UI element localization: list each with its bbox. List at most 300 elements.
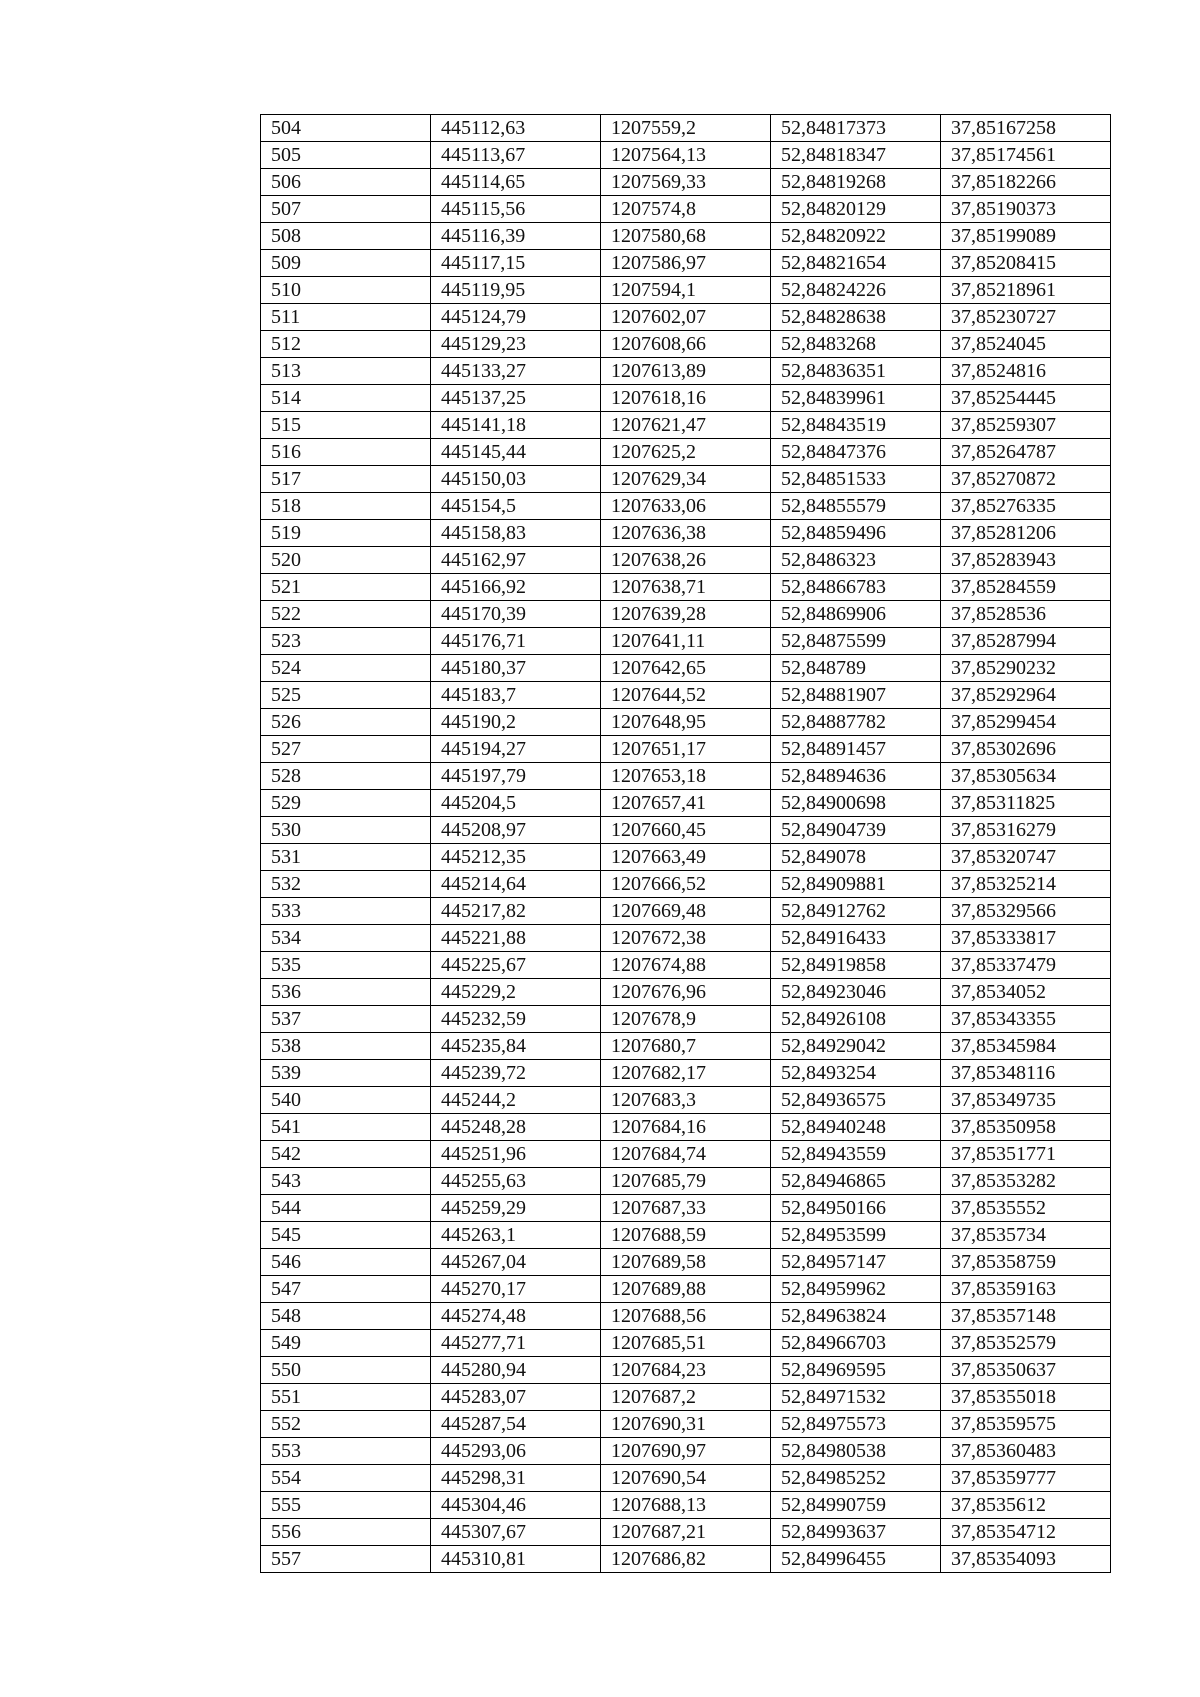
x-coordinate-cell: 445221,88 <box>431 925 601 952</box>
y-coordinate-cell: 1207653,18 <box>601 763 771 790</box>
longitude-cell: 37,85360483 <box>941 1438 1111 1465</box>
x-coordinate-cell: 445204,5 <box>431 790 601 817</box>
latitude-cell: 52,84819268 <box>771 169 941 196</box>
table-row <box>261 1006 1111 1033</box>
longitude-cell: 37,85174561 <box>941 142 1111 169</box>
table-row <box>261 520 1111 547</box>
latitude-cell: 52,84929042 <box>771 1033 941 1060</box>
table-row <box>261 1492 1111 1519</box>
point-number-cell: 550 <box>261 1357 431 1384</box>
y-coordinate-cell: 1207687,2 <box>601 1384 771 1411</box>
y-coordinate-cell: 1207574,8 <box>601 196 771 223</box>
longitude-cell: 37,8535552 <box>941 1195 1111 1222</box>
latitude-cell: 52,84859496 <box>771 520 941 547</box>
longitude-cell: 37,85350637 <box>941 1357 1111 1384</box>
y-coordinate-cell: 1207644,52 <box>601 682 771 709</box>
y-coordinate-cell: 1207657,41 <box>601 790 771 817</box>
x-coordinate-cell: 445170,39 <box>431 601 601 628</box>
longitude-cell: 37,85283943 <box>941 547 1111 574</box>
point-number-cell: 526 <box>261 709 431 736</box>
point-number-cell: 540 <box>261 1087 431 1114</box>
latitude-cell: 52,84909881 <box>771 871 941 898</box>
point-number-cell: 548 <box>261 1303 431 1330</box>
latitude-cell: 52,84824226 <box>771 277 941 304</box>
point-number-cell: 523 <box>261 628 431 655</box>
table-row <box>261 304 1111 331</box>
point-number-cell: 530 <box>261 817 431 844</box>
longitude-cell: 37,85349735 <box>941 1087 1111 1114</box>
point-number-cell: 511 <box>261 304 431 331</box>
latitude-cell: 52,84926108 <box>771 1006 941 1033</box>
x-coordinate-cell: 445194,27 <box>431 736 601 763</box>
coordinates-table <box>260 114 1111 1573</box>
table-row <box>261 1195 1111 1222</box>
longitude-cell: 37,85355018 <box>941 1384 1111 1411</box>
point-number-cell: 504 <box>261 115 431 142</box>
table-row <box>261 790 1111 817</box>
latitude-cell: 52,84869906 <box>771 601 941 628</box>
point-number-cell: 542 <box>261 1141 431 1168</box>
longitude-cell: 37,85358759 <box>941 1249 1111 1276</box>
latitude-cell: 52,84817373 <box>771 115 941 142</box>
x-coordinate-cell: 445263,1 <box>431 1222 601 1249</box>
y-coordinate-cell: 1207559,2 <box>601 115 771 142</box>
latitude-cell: 52,84839961 <box>771 385 941 412</box>
table-row <box>261 1222 1111 1249</box>
x-coordinate-cell: 445183,7 <box>431 682 601 709</box>
latitude-cell: 52,84818347 <box>771 142 941 169</box>
longitude-cell: 37,8524816 <box>941 358 1111 385</box>
table-row <box>261 628 1111 655</box>
longitude-cell: 37,85299454 <box>941 709 1111 736</box>
table-row <box>261 1249 1111 1276</box>
latitude-cell: 52,84969595 <box>771 1357 941 1384</box>
y-coordinate-cell: 1207660,45 <box>601 817 771 844</box>
y-coordinate-cell: 1207638,26 <box>601 547 771 574</box>
x-coordinate-cell: 445304,46 <box>431 1492 601 1519</box>
table-row <box>261 1033 1111 1060</box>
point-number-cell: 506 <box>261 169 431 196</box>
table-row <box>261 601 1111 628</box>
longitude-cell: 37,85350958 <box>941 1114 1111 1141</box>
longitude-cell: 37,85354093 <box>941 1546 1111 1573</box>
point-number-cell: 520 <box>261 547 431 574</box>
y-coordinate-cell: 1207641,11 <box>601 628 771 655</box>
y-coordinate-cell: 1207608,66 <box>601 331 771 358</box>
y-coordinate-cell: 1207684,16 <box>601 1114 771 1141</box>
latitude-cell: 52,84990759 <box>771 1492 941 1519</box>
point-number-cell: 541 <box>261 1114 431 1141</box>
latitude-cell: 52,84851533 <box>771 466 941 493</box>
table-row <box>261 763 1111 790</box>
longitude-cell: 37,85218961 <box>941 277 1111 304</box>
longitude-cell: 37,8524045 <box>941 331 1111 358</box>
longitude-cell: 37,85351771 <box>941 1141 1111 1168</box>
longitude-cell: 37,85190373 <box>941 196 1111 223</box>
table-row <box>261 331 1111 358</box>
y-coordinate-cell: 1207688,59 <box>601 1222 771 1249</box>
y-coordinate-cell: 1207680,7 <box>601 1033 771 1060</box>
table-row <box>261 412 1111 439</box>
table-row <box>261 871 1111 898</box>
table-row <box>261 709 1111 736</box>
longitude-cell: 37,85333817 <box>941 925 1111 952</box>
point-number-cell: 527 <box>261 736 431 763</box>
y-coordinate-cell: 1207690,54 <box>601 1465 771 1492</box>
longitude-cell: 37,85311825 <box>941 790 1111 817</box>
table-row <box>261 169 1111 196</box>
y-coordinate-cell: 1207682,17 <box>601 1060 771 1087</box>
point-number-cell: 547 <box>261 1276 431 1303</box>
x-coordinate-cell: 445283,07 <box>431 1384 601 1411</box>
longitude-cell: 37,85199089 <box>941 223 1111 250</box>
longitude-cell: 37,85208415 <box>941 250 1111 277</box>
point-number-cell: 532 <box>261 871 431 898</box>
table-row <box>261 277 1111 304</box>
x-coordinate-cell: 445274,48 <box>431 1303 601 1330</box>
x-coordinate-cell: 445154,5 <box>431 493 601 520</box>
y-coordinate-cell: 1207687,33 <box>601 1195 771 1222</box>
x-coordinate-cell: 445119,95 <box>431 277 601 304</box>
x-coordinate-cell: 445129,23 <box>431 331 601 358</box>
latitude-cell: 52,84904739 <box>771 817 941 844</box>
longitude-cell: 37,85354712 <box>941 1519 1111 1546</box>
x-coordinate-cell: 445162,97 <box>431 547 601 574</box>
longitude-cell: 37,85292964 <box>941 682 1111 709</box>
longitude-cell: 37,8528536 <box>941 601 1111 628</box>
point-number-cell: 544 <box>261 1195 431 1222</box>
y-coordinate-cell: 1207685,79 <box>601 1168 771 1195</box>
longitude-cell: 37,85320747 <box>941 844 1111 871</box>
latitude-cell: 52,84919858 <box>771 952 941 979</box>
point-number-cell: 551 <box>261 1384 431 1411</box>
table-row <box>261 493 1111 520</box>
latitude-cell: 52,84936575 <box>771 1087 941 1114</box>
point-number-cell: 538 <box>261 1033 431 1060</box>
longitude-cell: 37,85167258 <box>941 115 1111 142</box>
point-number-cell: 556 <box>261 1519 431 1546</box>
latitude-cell: 52,849078 <box>771 844 941 871</box>
longitude-cell: 37,85352579 <box>941 1330 1111 1357</box>
longitude-cell: 37,85284559 <box>941 574 1111 601</box>
longitude-cell: 37,85348116 <box>941 1060 1111 1087</box>
y-coordinate-cell: 1207639,28 <box>601 601 771 628</box>
y-coordinate-cell: 1207676,96 <box>601 979 771 1006</box>
point-number-cell: 539 <box>261 1060 431 1087</box>
point-number-cell: 509 <box>261 250 431 277</box>
point-number-cell: 507 <box>261 196 431 223</box>
table-row <box>261 655 1111 682</box>
x-coordinate-cell: 445180,37 <box>431 655 601 682</box>
x-coordinate-cell: 445116,39 <box>431 223 601 250</box>
x-coordinate-cell: 445239,72 <box>431 1060 601 1087</box>
x-coordinate-cell: 445232,59 <box>431 1006 601 1033</box>
longitude-cell: 37,8535734 <box>941 1222 1111 1249</box>
latitude-cell: 52,8486323 <box>771 547 941 574</box>
point-number-cell: 555 <box>261 1492 431 1519</box>
latitude-cell: 52,84836351 <box>771 358 941 385</box>
latitude-cell: 52,84940248 <box>771 1114 941 1141</box>
latitude-cell: 52,84875599 <box>771 628 941 655</box>
longitude-cell: 37,85359777 <box>941 1465 1111 1492</box>
y-coordinate-cell: 1207690,97 <box>601 1438 771 1465</box>
x-coordinate-cell: 445235,84 <box>431 1033 601 1060</box>
point-number-cell: 553 <box>261 1438 431 1465</box>
point-number-cell: 510 <box>261 277 431 304</box>
latitude-cell: 52,84985252 <box>771 1465 941 1492</box>
y-coordinate-cell: 1207686,82 <box>601 1546 771 1573</box>
latitude-cell: 52,848789 <box>771 655 941 682</box>
longitude-cell: 37,85290232 <box>941 655 1111 682</box>
latitude-cell: 52,84900698 <box>771 790 941 817</box>
longitude-cell: 37,85357148 <box>941 1303 1111 1330</box>
y-coordinate-cell: 1207636,38 <box>601 520 771 547</box>
y-coordinate-cell: 1207689,58 <box>601 1249 771 1276</box>
longitude-cell: 37,85254445 <box>941 385 1111 412</box>
point-number-cell: 517 <box>261 466 431 493</box>
latitude-cell: 52,84843519 <box>771 412 941 439</box>
latitude-cell: 52,84866783 <box>771 574 941 601</box>
longitude-cell: 37,85316279 <box>941 817 1111 844</box>
latitude-cell: 52,84828638 <box>771 304 941 331</box>
table-row <box>261 196 1111 223</box>
x-coordinate-cell: 445141,18 <box>431 412 601 439</box>
table-row <box>261 1546 1111 1573</box>
latitude-cell: 52,84820922 <box>771 223 941 250</box>
table-row <box>261 952 1111 979</box>
point-number-cell: 545 <box>261 1222 431 1249</box>
table-row <box>261 1330 1111 1357</box>
point-number-cell: 516 <box>261 439 431 466</box>
longitude-cell: 37,85287994 <box>941 628 1111 655</box>
point-number-cell: 518 <box>261 493 431 520</box>
latitude-cell: 52,8483268 <box>771 331 941 358</box>
y-coordinate-cell: 1207684,74 <box>601 1141 771 1168</box>
y-coordinate-cell: 1207594,1 <box>601 277 771 304</box>
coordinates-table-body <box>261 115 1111 1573</box>
point-number-cell: 549 <box>261 1330 431 1357</box>
table-row <box>261 925 1111 952</box>
table-row <box>261 1114 1111 1141</box>
longitude-cell: 37,85345984 <box>941 1033 1111 1060</box>
y-coordinate-cell: 1207629,34 <box>601 466 771 493</box>
table-row <box>261 547 1111 574</box>
longitude-cell: 37,85343355 <box>941 1006 1111 1033</box>
y-coordinate-cell: 1207687,21 <box>601 1519 771 1546</box>
x-coordinate-cell: 445212,35 <box>431 844 601 871</box>
y-coordinate-cell: 1207685,51 <box>601 1330 771 1357</box>
point-number-cell: 546 <box>261 1249 431 1276</box>
longitude-cell: 37,85264787 <box>941 439 1111 466</box>
x-coordinate-cell: 445214,64 <box>431 871 601 898</box>
longitude-cell: 37,85182266 <box>941 169 1111 196</box>
x-coordinate-cell: 445137,25 <box>431 385 601 412</box>
latitude-cell: 52,84847376 <box>771 439 941 466</box>
longitude-cell: 37,85302696 <box>941 736 1111 763</box>
table-row <box>261 898 1111 925</box>
y-coordinate-cell: 1207618,16 <box>601 385 771 412</box>
longitude-cell: 37,85281206 <box>941 520 1111 547</box>
latitude-cell: 52,8493254 <box>771 1060 941 1087</box>
longitude-cell: 37,85353282 <box>941 1168 1111 1195</box>
y-coordinate-cell: 1207564,13 <box>601 142 771 169</box>
latitude-cell: 52,84887782 <box>771 709 941 736</box>
point-number-cell: 515 <box>261 412 431 439</box>
x-coordinate-cell: 445112,63 <box>431 115 601 142</box>
y-coordinate-cell: 1207666,52 <box>601 871 771 898</box>
point-number-cell: 543 <box>261 1168 431 1195</box>
latitude-cell: 52,84963824 <box>771 1303 941 1330</box>
y-coordinate-cell: 1207663,49 <box>601 844 771 871</box>
point-number-cell: 512 <box>261 331 431 358</box>
point-number-cell: 524 <box>261 655 431 682</box>
point-number-cell: 537 <box>261 1006 431 1033</box>
y-coordinate-cell: 1207683,3 <box>601 1087 771 1114</box>
longitude-cell: 37,85337479 <box>941 952 1111 979</box>
table-row <box>261 1168 1111 1195</box>
x-coordinate-cell: 445280,94 <box>431 1357 601 1384</box>
latitude-cell: 52,84996455 <box>771 1546 941 1573</box>
y-coordinate-cell: 1207569,33 <box>601 169 771 196</box>
x-coordinate-cell: 445145,44 <box>431 439 601 466</box>
x-coordinate-cell: 445259,29 <box>431 1195 601 1222</box>
y-coordinate-cell: 1207621,47 <box>601 412 771 439</box>
latitude-cell: 52,84993637 <box>771 1519 941 1546</box>
x-coordinate-cell: 445190,2 <box>431 709 601 736</box>
table-row <box>261 1384 1111 1411</box>
table-row <box>261 1276 1111 1303</box>
x-coordinate-cell: 445117,15 <box>431 250 601 277</box>
longitude-cell: 37,85259307 <box>941 412 1111 439</box>
point-number-cell: 525 <box>261 682 431 709</box>
y-coordinate-cell: 1207638,71 <box>601 574 771 601</box>
point-number-cell: 519 <box>261 520 431 547</box>
longitude-cell: 37,85359163 <box>941 1276 1111 1303</box>
y-coordinate-cell: 1207633,06 <box>601 493 771 520</box>
y-coordinate-cell: 1207689,88 <box>601 1276 771 1303</box>
latitude-cell: 52,84894636 <box>771 763 941 790</box>
point-number-cell: 536 <box>261 979 431 1006</box>
x-coordinate-cell: 445229,2 <box>431 979 601 1006</box>
latitude-cell: 52,84943559 <box>771 1141 941 1168</box>
latitude-cell: 52,84959962 <box>771 1276 941 1303</box>
table-row <box>261 736 1111 763</box>
x-coordinate-cell: 445133,27 <box>431 358 601 385</box>
x-coordinate-cell: 445255,63 <box>431 1168 601 1195</box>
y-coordinate-cell: 1207613,89 <box>601 358 771 385</box>
longitude-cell: 37,8534052 <box>941 979 1111 1006</box>
table-row <box>261 979 1111 1006</box>
table-row <box>261 439 1111 466</box>
table-row <box>261 1519 1111 1546</box>
y-coordinate-cell: 1207586,97 <box>601 250 771 277</box>
point-number-cell: 521 <box>261 574 431 601</box>
table-row <box>261 1438 1111 1465</box>
longitude-cell: 37,85230727 <box>941 304 1111 331</box>
y-coordinate-cell: 1207684,23 <box>601 1357 771 1384</box>
table-row <box>261 385 1111 412</box>
point-number-cell: 533 <box>261 898 431 925</box>
latitude-cell: 52,84966703 <box>771 1330 941 1357</box>
latitude-cell: 52,84971532 <box>771 1384 941 1411</box>
x-coordinate-cell: 445115,56 <box>431 196 601 223</box>
table-row <box>261 250 1111 277</box>
x-coordinate-cell: 445225,67 <box>431 952 601 979</box>
table-row <box>261 817 1111 844</box>
latitude-cell: 52,84820129 <box>771 196 941 223</box>
longitude-cell: 37,85325214 <box>941 871 1111 898</box>
point-number-cell: 531 <box>261 844 431 871</box>
y-coordinate-cell: 1207678,9 <box>601 1006 771 1033</box>
table-row <box>261 223 1111 250</box>
x-coordinate-cell: 445248,28 <box>431 1114 601 1141</box>
x-coordinate-cell: 445176,71 <box>431 628 601 655</box>
x-coordinate-cell: 445244,2 <box>431 1087 601 1114</box>
point-number-cell: 514 <box>261 385 431 412</box>
longitude-cell: 37,85270872 <box>941 466 1111 493</box>
x-coordinate-cell: 445114,65 <box>431 169 601 196</box>
latitude-cell: 52,84881907 <box>771 682 941 709</box>
point-number-cell: 554 <box>261 1465 431 1492</box>
point-number-cell: 557 <box>261 1546 431 1573</box>
x-coordinate-cell: 445217,82 <box>431 898 601 925</box>
point-number-cell: 528 <box>261 763 431 790</box>
table-row <box>261 1465 1111 1492</box>
table-row <box>261 1060 1111 1087</box>
point-number-cell: 529 <box>261 790 431 817</box>
table-row <box>261 574 1111 601</box>
latitude-cell: 52,84912762 <box>771 898 941 925</box>
latitude-cell: 52,84946865 <box>771 1168 941 1195</box>
y-coordinate-cell: 1207690,31 <box>601 1411 771 1438</box>
table-row <box>261 844 1111 871</box>
y-coordinate-cell: 1207674,88 <box>601 952 771 979</box>
x-coordinate-cell: 445267,04 <box>431 1249 601 1276</box>
longitude-cell: 37,85276335 <box>941 493 1111 520</box>
latitude-cell: 52,84953599 <box>771 1222 941 1249</box>
x-coordinate-cell: 445293,06 <box>431 1438 601 1465</box>
latitude-cell: 52,84916433 <box>771 925 941 952</box>
x-coordinate-cell: 445298,31 <box>431 1465 601 1492</box>
table-row <box>261 142 1111 169</box>
point-number-cell: 508 <box>261 223 431 250</box>
y-coordinate-cell: 1207688,13 <box>601 1492 771 1519</box>
x-coordinate-cell: 445310,81 <box>431 1546 601 1573</box>
table-row <box>261 1411 1111 1438</box>
point-number-cell: 522 <box>261 601 431 628</box>
x-coordinate-cell: 445208,97 <box>431 817 601 844</box>
x-coordinate-cell: 445287,54 <box>431 1411 601 1438</box>
table-row <box>261 1357 1111 1384</box>
latitude-cell: 52,84855579 <box>771 493 941 520</box>
latitude-cell: 52,84980538 <box>771 1438 941 1465</box>
longitude-cell: 37,85329566 <box>941 898 1111 925</box>
longitude-cell: 37,8535612 <box>941 1492 1111 1519</box>
point-number-cell: 513 <box>261 358 431 385</box>
y-coordinate-cell: 1207602,07 <box>601 304 771 331</box>
table-row <box>261 115 1111 142</box>
x-coordinate-cell: 445166,92 <box>431 574 601 601</box>
point-number-cell: 534 <box>261 925 431 952</box>
x-coordinate-cell: 445197,79 <box>431 763 601 790</box>
x-coordinate-cell: 445277,71 <box>431 1330 601 1357</box>
y-coordinate-cell: 1207648,95 <box>601 709 771 736</box>
y-coordinate-cell: 1207625,2 <box>601 439 771 466</box>
y-coordinate-cell: 1207651,17 <box>601 736 771 763</box>
y-coordinate-cell: 1207669,48 <box>601 898 771 925</box>
latitude-cell: 52,84891457 <box>771 736 941 763</box>
latitude-cell: 52,84923046 <box>771 979 941 1006</box>
